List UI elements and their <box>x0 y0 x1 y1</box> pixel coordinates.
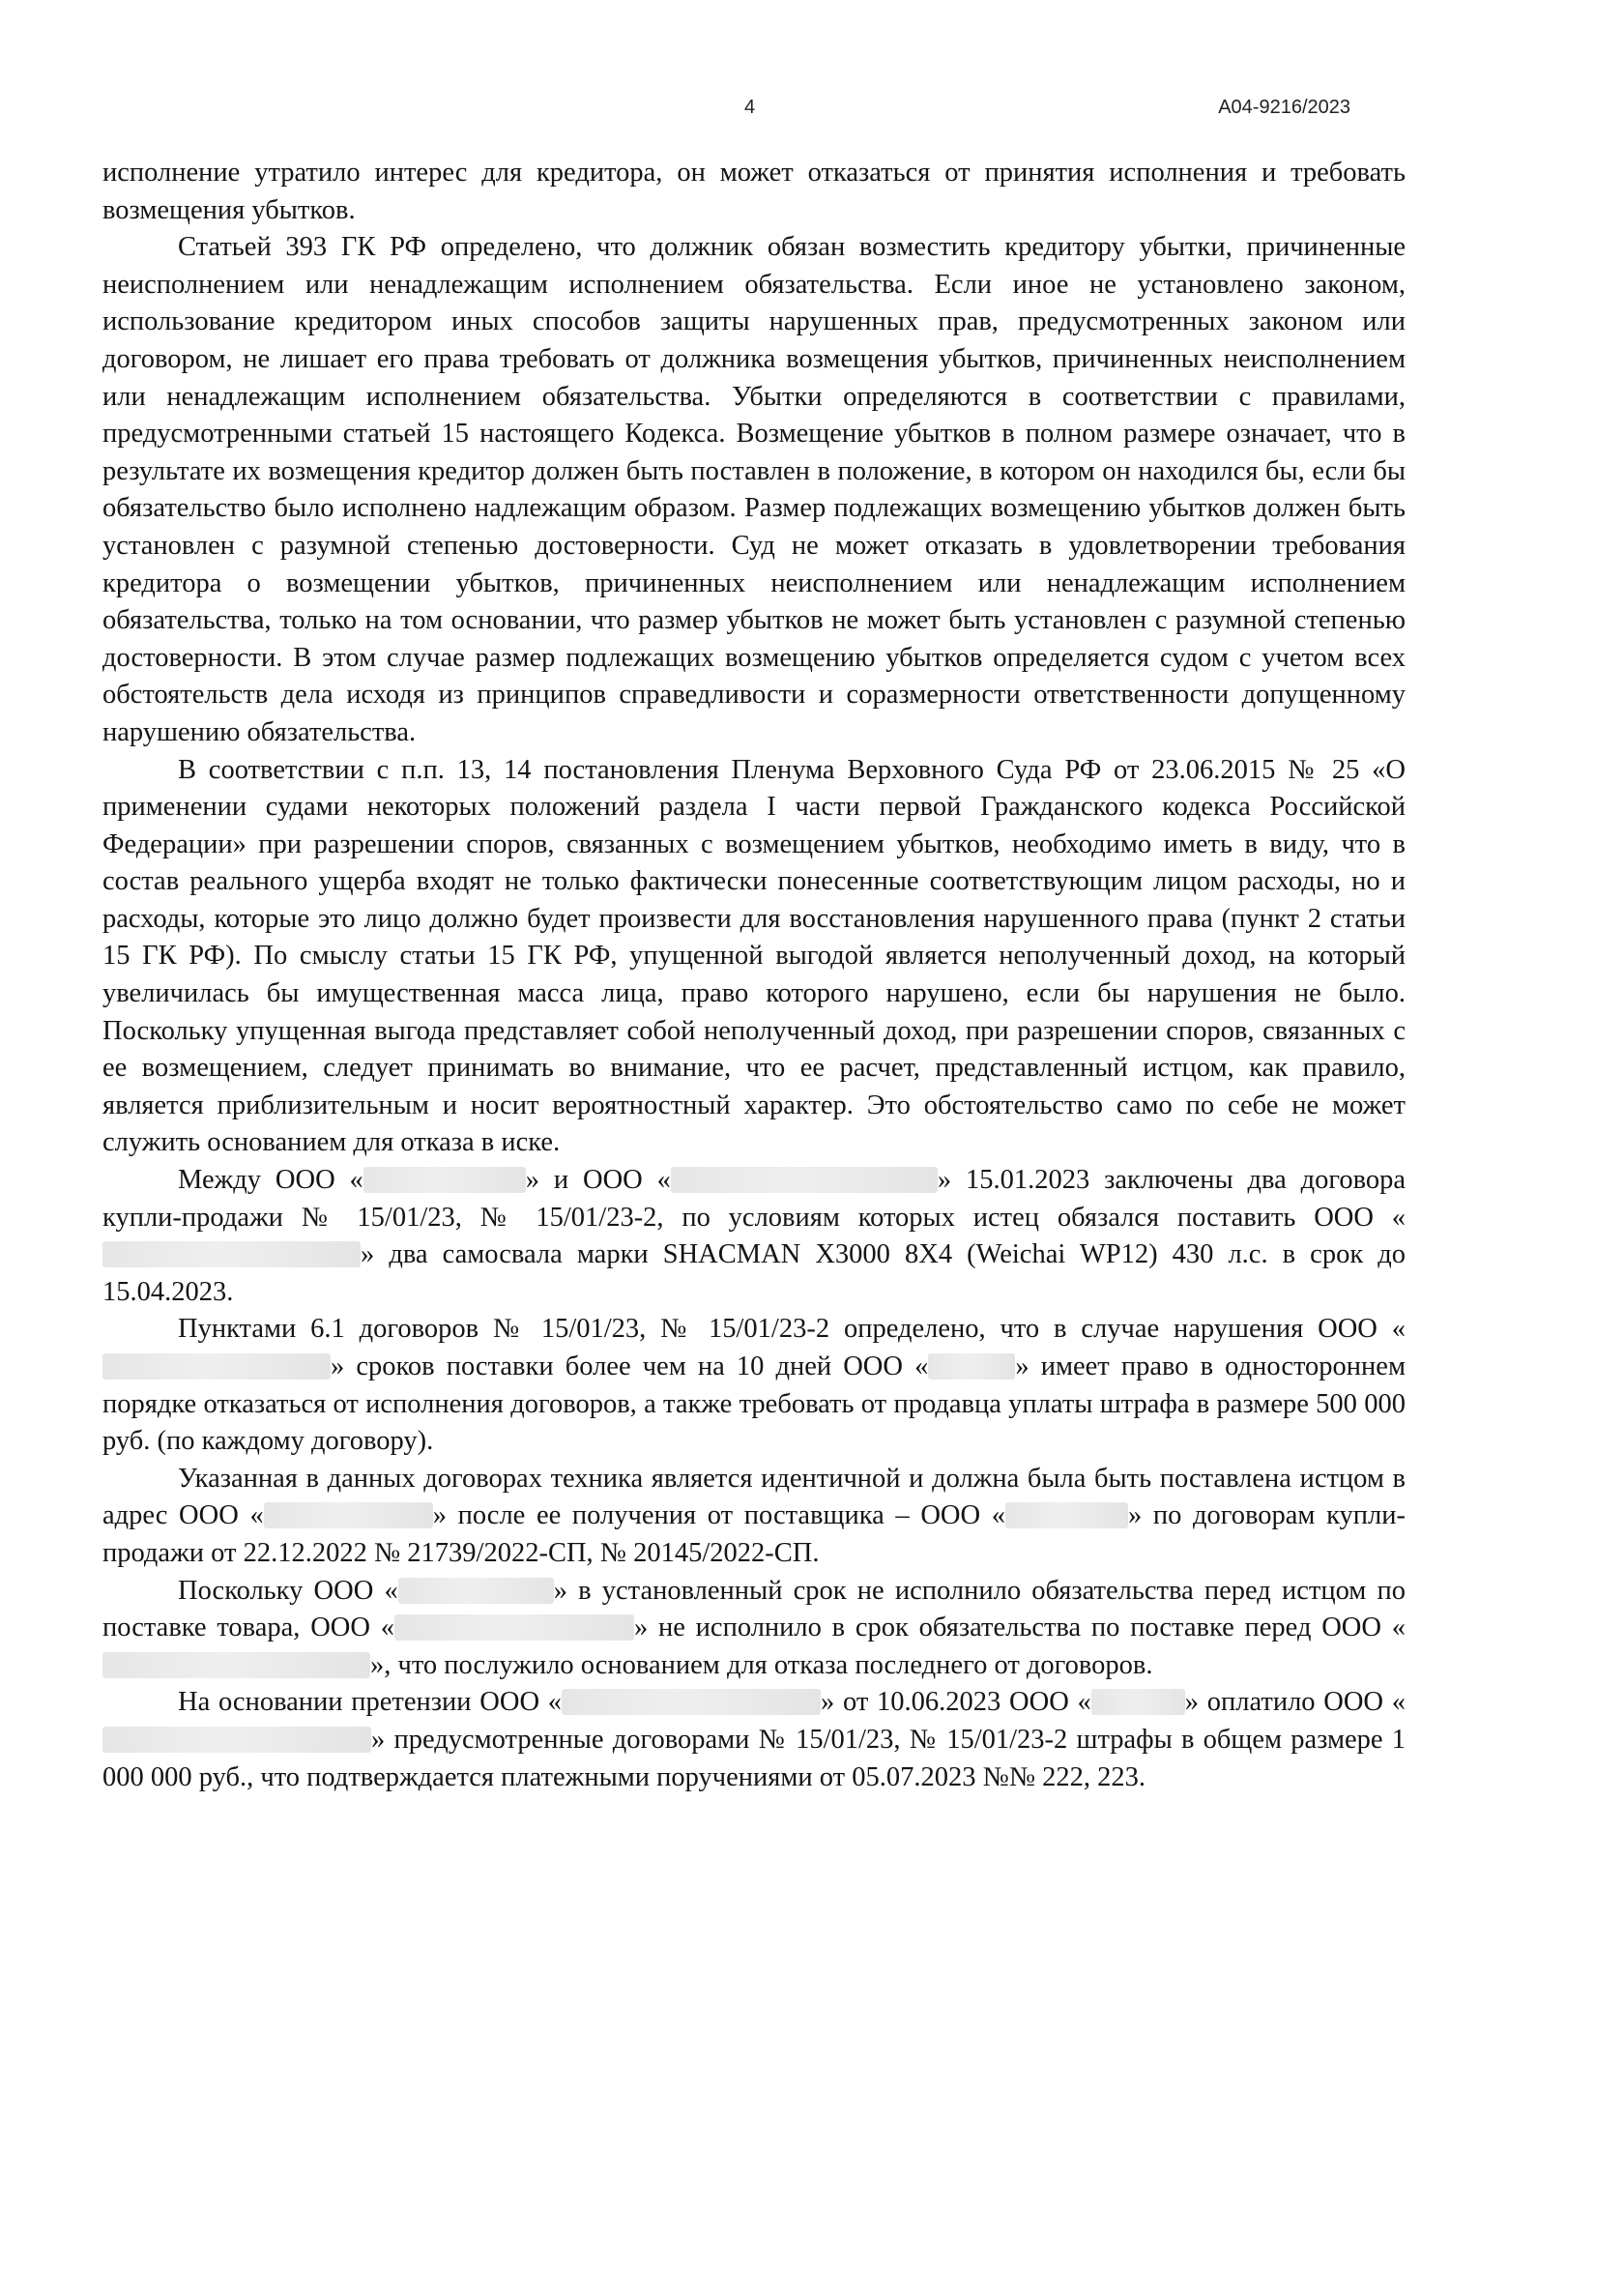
redacted-company-name <box>102 1241 361 1267</box>
redacted-company-name <box>102 1652 370 1678</box>
redacted-company-name <box>671 1167 938 1193</box>
redacted-company-name <box>928 1353 1015 1380</box>
paragraph-5-text-c: » имеет право в одностороннем порядке отказаться от исполнения договоров, а также требовать от продавца уплаты штрафа в размере 500 000 руб. (по каждому договору). <box>102 1351 1406 1457</box>
paragraph-4 <box>102 1162 1406 1311</box>
paragraph-7-text-a: Поскольку ООО « <box>178 1575 398 1606</box>
redacted-company-name <box>363 1167 526 1193</box>
redacted-company-name <box>1091 1689 1185 1715</box>
paragraph-4-text-b: » и ООО « <box>525 1165 671 1196</box>
redacted-company-name <box>398 1578 554 1604</box>
redacted-company-name <box>264 1502 433 1528</box>
redacted-company-name <box>1005 1502 1128 1528</box>
paragraph-5-text-b: » сроков поставки более чем на 10 дней ООО « <box>331 1351 929 1381</box>
paragraph-8 <box>102 1684 1406 1796</box>
paragraph-6-text-a: Указанная в данных договорах техника является идентичной и должна была быть поставлена истцом в адрес ООО « <box>102 1463 1406 1531</box>
document-body <box>102 155 1406 1796</box>
paragraph-7 <box>102 1573 1406 1685</box>
paragraph-8-text-c: » оплатило ООО « <box>1184 1687 1406 1718</box>
paragraph-7-text-b: » в установленный срок не исполнило обязательства перед истцом по поставке товара, ООО « <box>102 1575 1406 1643</box>
paragraph-5 <box>102 1311 1406 1460</box>
page-header <box>0 97 1624 126</box>
paragraph-8-text-a: На основании претензии ООО « <box>178 1687 563 1718</box>
paragraph-6-text-b: » после ее получения от поставщика – ООО « <box>432 1500 1005 1531</box>
redacted-company-name <box>394 1614 634 1641</box>
paragraph-2: Статьей 393 ГК РФ определено, что должник обязан возместить кредитору убытки, причиненные неисполнением или ненадлежащим исполнением обязательства. Если иное не установлено законом, использование кредитором иных способов защиты нарушенных прав, предусмотренных законом или договором, не лишает его права требовать от должника возмещения убытков, причиненных неисполнением или ненадлежащим исполнением обязательства. Убытки определяются в соответствии с правилами, предусмотренными статьей 15 настоящего Кодекса. Возмещение убытков в полном размере означает, что в результате их возмещения кредитор должен быть поставлен в положение, в котором он находился бы, если бы обязательство было исполнено надлежащим образом. Размер подлежащих возмещению убытков должен быть установлен с разумной степенью достоверности. Суд не может отказать в удовлетворении требования кредитора о возмещении убытков, причиненных неисполнением или ненадлежащим исполнением обязательства, только на том основании, что размер убытков не может быть установлен с разумной степенью достоверности. В этом случае размер подлежащих возмещению убытков определяется судом с учетом всех обстоятельств дела исходя из принципов справедливости и соразмерности ответственности допущенному нарушению обязательства. <box>102 232 1406 747</box>
paragraph-8-text-b: » от 10.06.2023 ООО « <box>821 1687 1091 1718</box>
paragraph-8-text-d: » предусмотренные договорами № 15/01/23, № 15/01/23-2 штрафы в общем размере 1 000 000 руб., что подтверждается платежными поручениями от 05.07.2023 №№ 222, 223. <box>102 1724 1406 1792</box>
paragraph-3: В соответствии с п.п. 13, 14 постановления Пленума Верховного Суда РФ от 23.06.2015 № 25 «О применении судами некоторых положений раздела I части первой Гражданского кодекса Российской Федерации» при разрешении споров, связанных с возмещением убытков, необходимо иметь в виду, что в состав реального ущерба входят не только фактически понесенные соответствующим лицом расходы, но и расходы, которые это лицо должно будет произвести для восстановления нарушенного права (пункт 2 статьи 15 ГК РФ). По смыслу статьи 15 ГК РФ, упущенной выгодой является неполученный доход, на который увеличилась бы имущественная масса лица, право которого нарушено, если бы нарушения не было. Поскольку упущенная выгода представляет собой неполученный доход, при разрешении споров, связанных с ее возмещением, следует принимать во внимание, что ее расчет, представленный истцом, как правило, является приблизительным и носит вероятностный характер. Это обстоятельство само по себе не может служить основанием для отказа в иске. <box>102 754 1406 1158</box>
redacted-company-name <box>562 1689 821 1715</box>
paragraph-5-text-a: Пунктами 6.1 договоров № 15/01/23, № 15/01/23-2 определено, что в случае нарушения ООО « <box>178 1314 1406 1345</box>
page-number: 4 <box>744 97 756 118</box>
redacted-company-name <box>102 1353 331 1380</box>
redacted-company-name <box>102 1727 371 1753</box>
paragraph-7-text-c: » не исполнило в срок обязательства по поставке перед ООО « <box>633 1613 1406 1643</box>
paragraph-6 <box>102 1461 1406 1573</box>
paragraph-7-text-d: », что послужило основанием для отказа последнего от договоров. <box>370 1649 1153 1680</box>
paragraph-6-text-c: » по договорам купли-продажи от 22.12.2022 № 21739/2022-СП, № 20145/2022-СП. <box>102 1500 1406 1568</box>
paragraph-1: исполнение утратило интерес для кредитора, он может отказаться от принятия исполнения и требовать возмещения убытков. <box>102 158 1406 225</box>
paragraph-4-text-d: » два самосвала марки SHACMAN X3000 8X4 (Weichai WP12) 430 л.с. в срок до 15.04.2023. <box>102 1239 1406 1307</box>
case-number: А04-9216/2023 <box>1218 97 1350 118</box>
paragraph-4-text-c: » 15.01.2023 заключены два договора купли-продажи № 15/01/23, № 15/01/23-2, по условиям которых истец обязался поставить ООО « <box>102 1165 1406 1233</box>
paragraph-4-text-a: Между ООО « <box>178 1165 363 1196</box>
